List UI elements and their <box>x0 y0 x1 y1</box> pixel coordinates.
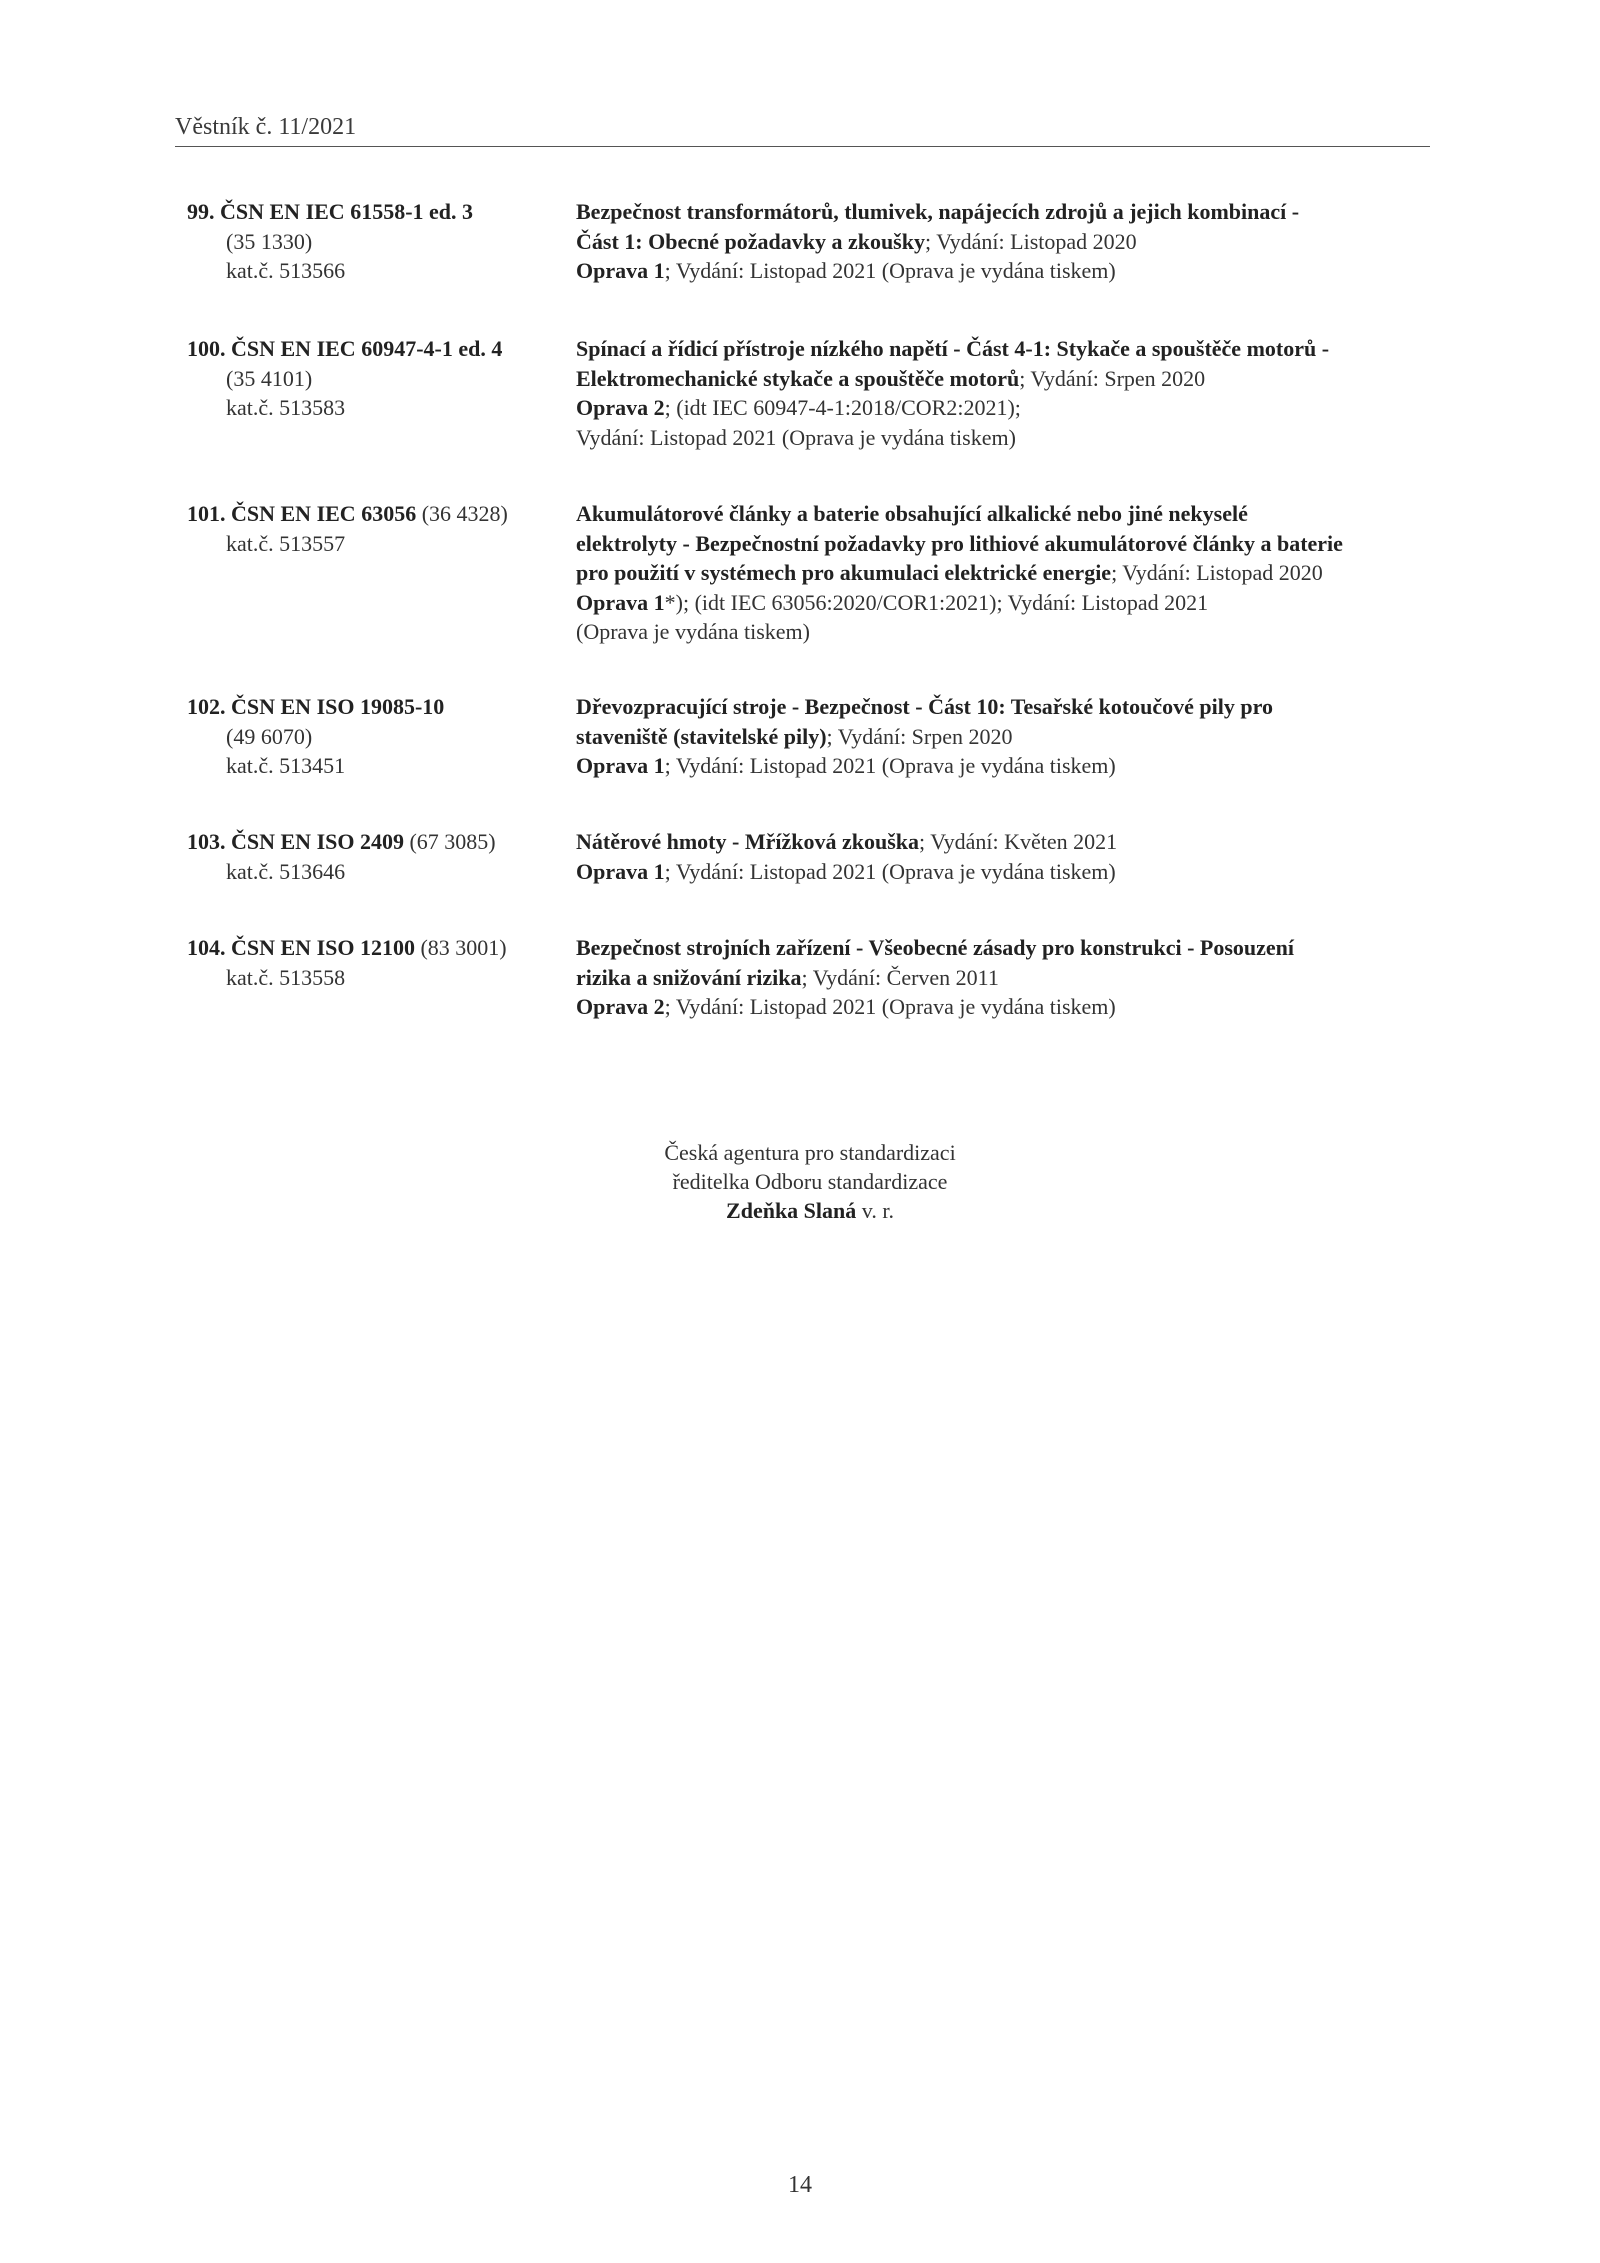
description-line <box>576 529 1436 559</box>
identifier-line <box>187 529 567 559</box>
bold-text: Bezpečnost strojních zařízení - Všeobecné zásady pro konstrukci - Posouzení <box>576 935 1295 960</box>
bold-text: Oprava 1 <box>576 258 665 283</box>
text: kat.č. 513558 <box>226 964 346 990</box>
entry-description <box>576 334 1436 452</box>
entry-identifier <box>187 334 567 423</box>
identifier-line <box>187 227 567 257</box>
text: (35 1330) <box>226 228 313 254</box>
bold-text: Dřevozpracující stroje - Bezpečnost - Část 10: Tesařské kotoučové pily pro <box>576 694 1273 719</box>
bold-text: 103. ČSN EN ISO 2409 <box>187 829 404 854</box>
description-line <box>576 751 1436 781</box>
entry-identifier <box>187 692 567 781</box>
description-line <box>576 963 1436 993</box>
description-line <box>576 617 1436 647</box>
page-number: 14 <box>788 2172 812 2198</box>
text: ; Vydání: Listopad 2021 (Oprava je vydána tiskem) <box>664 753 1116 778</box>
description-line <box>576 364 1436 394</box>
bold-text: Oprava 1 <box>576 753 665 778</box>
text: ; Vydání: Listopad 2021 (Oprava je vydána tiskem) <box>664 258 1116 283</box>
description-line <box>576 393 1436 423</box>
description-line <box>576 857 1436 887</box>
text: ; Vydání: Červen 2011 <box>801 964 999 990</box>
description-line <box>576 992 1436 1022</box>
identifier-line <box>187 857 567 887</box>
bold-text: Oprava 1 <box>576 589 665 615</box>
text: ; (idt IEC 60947-4-1:2018/COR2:2021); <box>664 395 1021 420</box>
identifier-line <box>187 963 567 993</box>
signature-name: Zdeňka Slaná <box>726 1198 857 1223</box>
description-line <box>576 722 1436 752</box>
identifier-line <box>187 933 567 963</box>
bold-text: Oprava 1 <box>576 858 665 884</box>
signature-role: ředitelka Odboru standardizace <box>672 1169 948 1194</box>
bold-text: elektrolyty - Bezpečnostní požadavky pro lithiové akumulátorové články a baterie <box>576 530 1343 556</box>
text: (67 3085) <box>403 829 496 854</box>
text: ; Vydání: Srpen 2020 <box>826 723 1013 749</box>
text: ; Vydání: Listopad 2021 (Oprava je vydána tiskem) <box>664 994 1116 1019</box>
text: Vydání: Listopad 2021 (Oprava je vydána tiskem) <box>576 424 1016 450</box>
bold-text: 100. ČSN EN IEC 60947-4-1 ed. 4 <box>187 336 503 361</box>
description-line <box>576 423 1436 453</box>
text: kat.č. 513646 <box>226 858 346 884</box>
identifier-line <box>187 364 567 394</box>
bold-text: rizika a snižování rizika <box>576 964 802 990</box>
text: (83 3001) <box>414 935 507 960</box>
text: (49 6070) <box>226 723 313 749</box>
text: *); (idt IEC 63056:2020/COR1:2021); Vydání: Listopad 2021 <box>664 589 1209 615</box>
description-line <box>576 197 1436 227</box>
bold-text: Bezpečnost transformátorů, tlumivek, napájecích zdrojů a jejich kombinací - <box>576 199 1300 224</box>
bold-text: Nátěrové hmoty - Mřížková zkouška <box>576 829 919 854</box>
bold-text: staveniště (stavitelské pily) <box>576 723 827 749</box>
entry-description <box>576 827 1436 886</box>
bold-text: 101. ČSN EN IEC 63056 <box>187 501 417 526</box>
identifier-line <box>187 499 567 529</box>
description-line <box>576 227 1436 257</box>
entry-identifier <box>187 197 567 286</box>
text: (36 4328) <box>416 501 508 526</box>
signature-line <box>580 1196 1040 1225</box>
bold-text: Část 1: Obecné požadavky a zkoušky <box>576 228 925 254</box>
entry-description <box>576 197 1436 286</box>
bold-text: Elektromechanické stykače a spouštěče motorů <box>576 365 1020 391</box>
text: ; Vydání: Listopad 2020 <box>1111 560 1323 585</box>
description-line <box>576 256 1436 286</box>
bold-text: 99. ČSN EN IEC 61558-1 ed. 3 <box>187 199 474 224</box>
bold-text: 104. ČSN EN ISO 12100 <box>187 935 415 960</box>
text: ; Vydání: Listopad 2021 (Oprava je vydána tiskem) <box>664 858 1116 884</box>
identifier-line <box>187 334 567 364</box>
entry-identifier <box>187 933 567 992</box>
bold-text: Spínací a řídicí přístroje nízkého napětí - Část 4-1: Stykače a spouštěče motorů - <box>576 336 1330 361</box>
identifier-line <box>187 722 567 752</box>
text: kat.č. 513583 <box>226 395 346 420</box>
description-line <box>576 558 1436 588</box>
identifier-line <box>187 692 567 722</box>
description-line <box>576 827 1436 857</box>
entry-description <box>576 933 1436 1022</box>
identifier-line <box>187 751 567 781</box>
entry-description <box>576 499 1436 647</box>
text: (Oprava je vydána tiskem) <box>576 619 810 644</box>
signature-block <box>580 1138 1040 1225</box>
text: kat.č. 513557 <box>226 530 346 556</box>
entry-identifier <box>187 499 567 558</box>
entry-description <box>576 692 1436 781</box>
bold-text: Oprava 2 <box>576 994 665 1019</box>
bold-text: 102. ČSN EN ISO 19085-10 <box>187 694 445 719</box>
text: kat.č. 513451 <box>226 753 346 778</box>
signature-agency: Česká agentura pro standardizaci <box>664 1140 956 1165</box>
identifier-line <box>187 256 567 286</box>
identifier-line <box>187 393 567 423</box>
description-line <box>576 499 1436 529</box>
bold-text: Akumulátorové články a baterie obsahující alkalické nebo jiné nekyselé <box>576 501 1248 526</box>
page-header: Věstník č. 11/2021 <box>175 112 1430 147</box>
description-line <box>576 588 1436 618</box>
text: kat.č. 513566 <box>226 258 346 283</box>
text: ; Vydání: Květen 2021 <box>919 829 1118 854</box>
description-line <box>576 933 1436 963</box>
description-line <box>576 692 1436 722</box>
identifier-line <box>187 827 567 857</box>
signature-suffix: v. r. <box>856 1198 894 1223</box>
description-line <box>576 334 1436 364</box>
identifier-line <box>187 197 567 227</box>
text: ; Vydání: Srpen 2020 <box>1019 365 1206 391</box>
bold-text: pro použití v systémech pro akumulaci elektrické energie <box>576 560 1112 585</box>
bold-text: Oprava 2 <box>576 395 665 420</box>
entry-identifier <box>187 827 567 886</box>
text: ; Vydání: Listopad 2020 <box>924 228 1137 254</box>
text: (35 4101) <box>226 365 313 391</box>
